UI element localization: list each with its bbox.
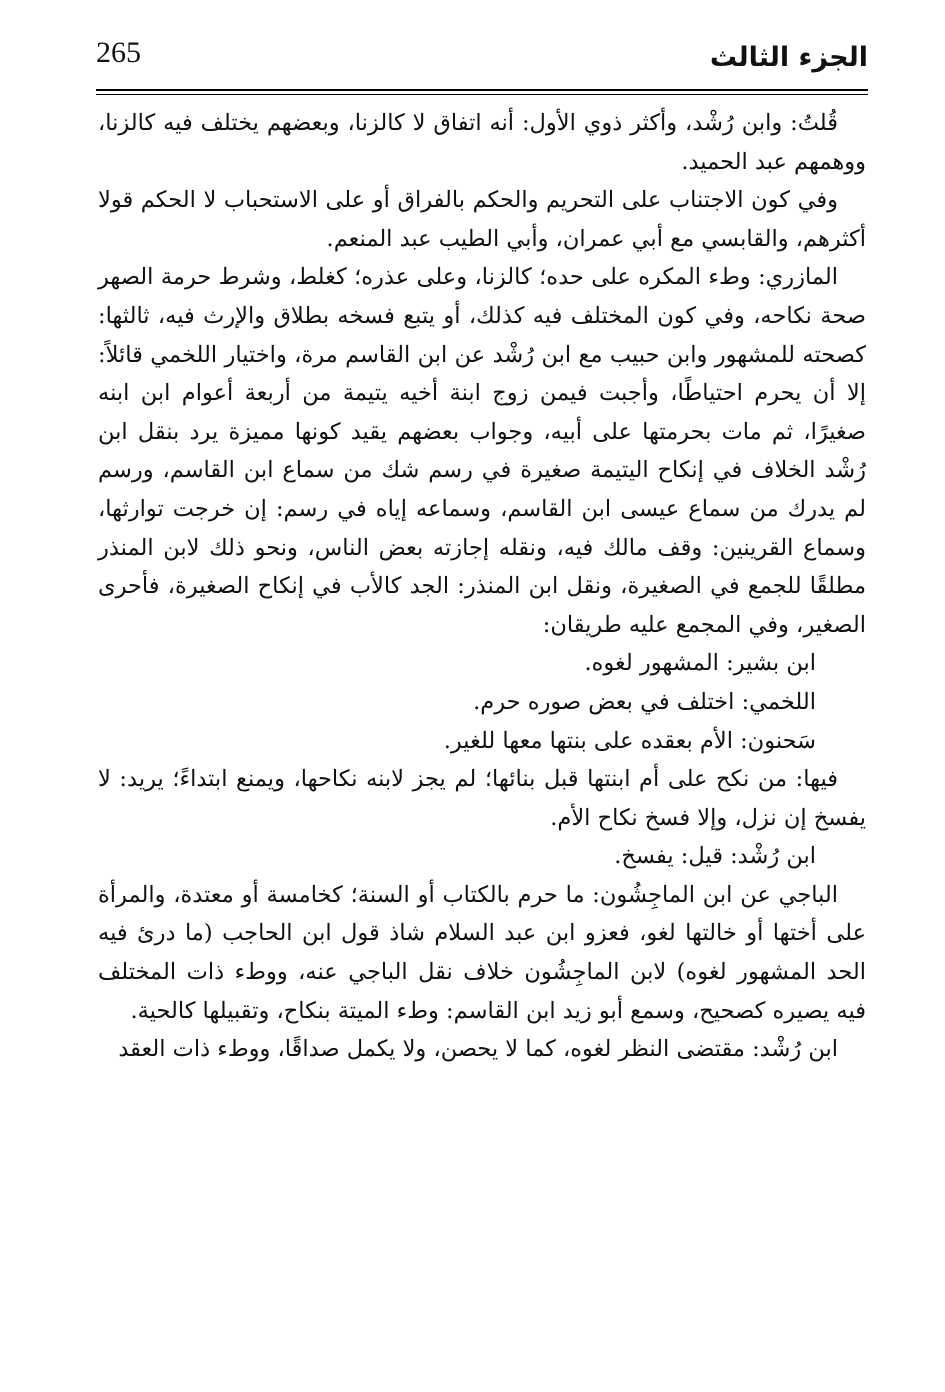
paragraph: فيها: من نكح على أم ابنتها قبل بنائها؛ لم يجز لابنه نكاحها، ويمنع ابتداءً؛ يريد: لا يفسخ إن نزل، وإلا فسخ نكاح الأم. <box>98 766 866 831</box>
paragraph: ابن بشير: المشهور لغوه. <box>584 650 816 677</box>
page-number: 265 <box>96 36 141 69</box>
paragraph: وفي كون الاجتناب على التحريم والحكم بالفراق أو على الاستحباب لا الحكم قولا أكثرهم، والقابسي مع أبي عمران، وأبي الطيب عبد المنعم. <box>98 187 866 252</box>
page-body <box>98 104 866 1069</box>
header-rule <box>96 89 868 95</box>
page-header <box>96 32 868 82</box>
paragraph: المازري: وطء المكره على حده؛ كالزنا، وعلى عذره؛ كغلط، وشرط حرمة الصهر صحة نكاحه، وفي كون المختلف فيه كذلك، أو يتبع فسخه بطلاق والإرث فيه، ثالثها: كصحته للمشهور وابن حبيب مع ابن رُشْد عن ابن القاسم مرة، واختيار اللخمي قائلاً: إلا أن يحرم احتياطًا، وأجبت فيمن زوج ابنة أخيه يتيمة من أربعة أعوام ابن ابنه صغيرًا، ثم مات بحرمتها على أبيه، وجواب بعضهم يقيد كونها مميزة يرد بنقل ابن رُشْد الخلاف في إنكاح اليتيمة صغيرة في رسم شك من سماع ابن القاسم، ورسم لم يدرك من سماع عيسى ابن القاسم، وسماعه إياه في رسم: إن خرجت توارثها، وسماع القرينين: وقف مالك فيه، ونقله إجازته بعض الناس، ونحو ذلك لابن المنذر مطلقًا للجمع في الصغيرة، ونقل ابن المنذر: الجد كالأب في إنكاح الصغيرة، فأحرى الصغير، وفي المجمع عليه طريقان: <box>98 264 866 638</box>
paragraph: اللخمي: اختلف في بعض صوره حرم. <box>473 688 816 715</box>
paragraph: ابن رُشْد: قيل: يفسخ. <box>614 843 816 870</box>
paragraph: سَحنون: الأم بعقده على بنتها معها للغير. <box>443 727 816 754</box>
paragraph: قُلتُ: وابن رُشْد، وأكثر ذوي الأول: أنه اتفاق لا كالزنا، وبعضهم يختلف فيه كالزنا، ووهمهم عبد الحميد. <box>98 110 866 175</box>
running-title: الجزء الثالث <box>709 42 868 73</box>
paragraph: الباجي عن ابن الماجِشُون: ما حرم بالكتاب أو السنة؛ كخامسة أو معتدة، والمرأة على أختها أو خالتها لغو، فعزو ابن عبد السلام شاذ قول ابن الحاجب (ما درئ فيه الحد المشهور لغوه) لابن الماجِشُون خلاف نقل الباجي عنه، ووطء ذات المختلف فيه يصيره كصحيح، وسمع أبو زيد ابن القاسم: وطء الميتة بنكاح، وتقبيلها كالحية. <box>98 881 866 1024</box>
paragraph: ابن رُشْد: مقتضى النظر لغوه، كما لا يحصن، ولا يكمل صداقًا، ووطء ذات العقد <box>118 1036 838 1063</box>
